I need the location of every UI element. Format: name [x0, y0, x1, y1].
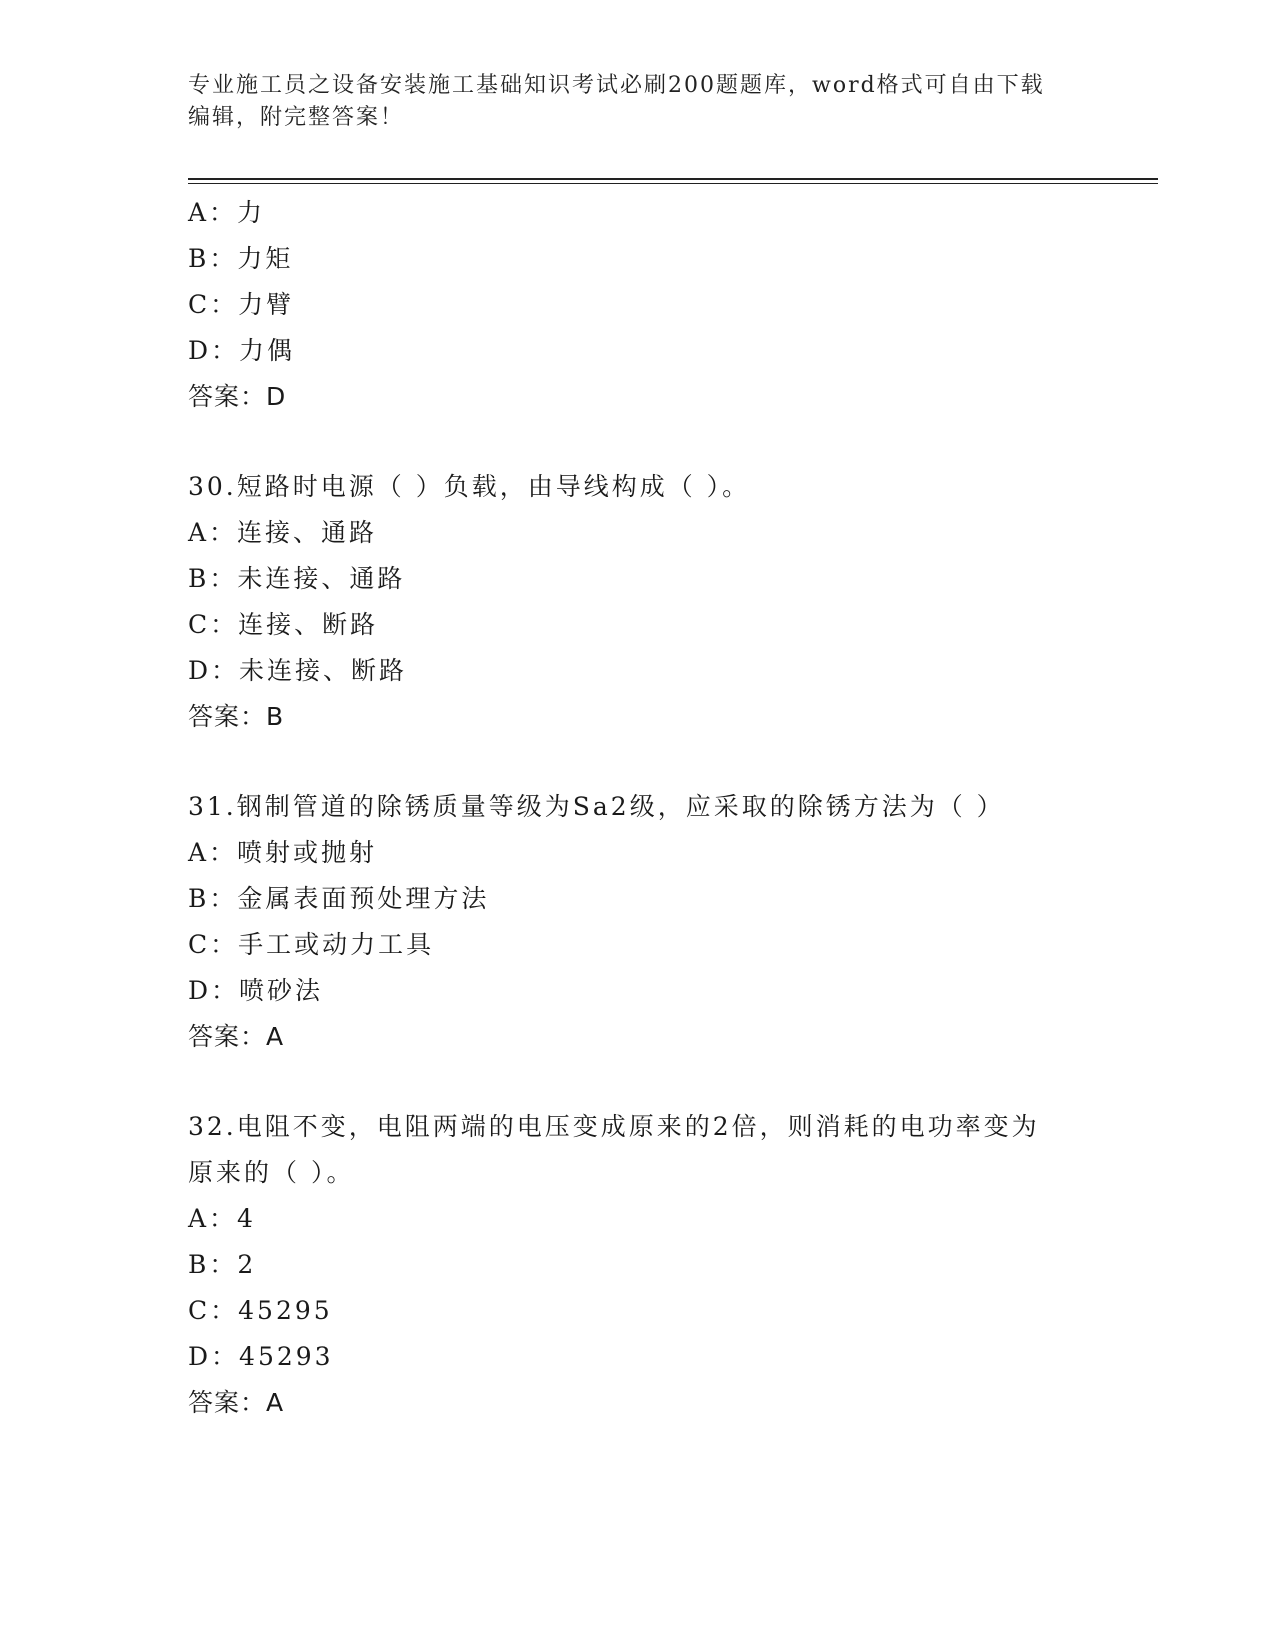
answer-line: 答案：B [188, 702, 285, 731]
option-b: B：2 [188, 1250, 257, 1279]
option-d: D：未连接、断路 [188, 656, 408, 685]
option-a: A：连接、通路 [188, 518, 378, 547]
question-block-32 [188, 1104, 1088, 1426]
option-c: C：手工或动力工具 [188, 930, 435, 959]
question-list [188, 190, 1088, 1426]
answer-line: 答案：A [188, 1022, 285, 1051]
block-spacer [188, 420, 1088, 464]
option-d: D：45293 [188, 1342, 334, 1371]
option-a: A：喷射或抛射 [188, 838, 378, 867]
question-text: 30.短路时电源（ ）负载，由导线构成（ ）。 [188, 472, 751, 501]
option-b: B：力矩 [188, 244, 294, 273]
answer-line: 答案：A [188, 1388, 285, 1417]
document-header: 专业施工员之设备安装施工基础知识考试必刷200题题库，word格式可自由下载编辑，附完整答案！ [188, 73, 1045, 130]
option-b: B：未连接、通路 [188, 564, 406, 593]
question-block-29 [188, 190, 1088, 420]
question-text: 31.钢制管道的除锈质量等级为Sa2级，应采取的除锈方法为（ ） [188, 792, 1005, 821]
option-a: A：力 [188, 198, 266, 227]
question-block-30 [188, 464, 1088, 740]
option-c: C：45295 [188, 1296, 333, 1325]
option-c: C：连接、断路 [188, 610, 379, 639]
option-d: D：喷砂法 [188, 976, 324, 1005]
option-b: B：金属表面预处理方法 [188, 884, 490, 913]
question-block-31 [188, 784, 1088, 1060]
question-text-line-1: 32.电阻不变，电阻两端的电压变成原来的2倍，则消耗的电功率变为 [188, 1112, 1040, 1141]
option-a: A：4 [188, 1204, 256, 1233]
question-text-line-2: 原来的（ ）。 [188, 1158, 355, 1187]
header-divider-thick [188, 178, 1158, 180]
option-d: D：力偶 [188, 336, 296, 365]
header-divider-thin [188, 183, 1158, 184]
option-c: C：力臂 [188, 290, 295, 319]
block-spacer [188, 740, 1088, 784]
block-spacer [188, 1060, 1088, 1104]
answer-line: 答案：D [188, 382, 287, 411]
